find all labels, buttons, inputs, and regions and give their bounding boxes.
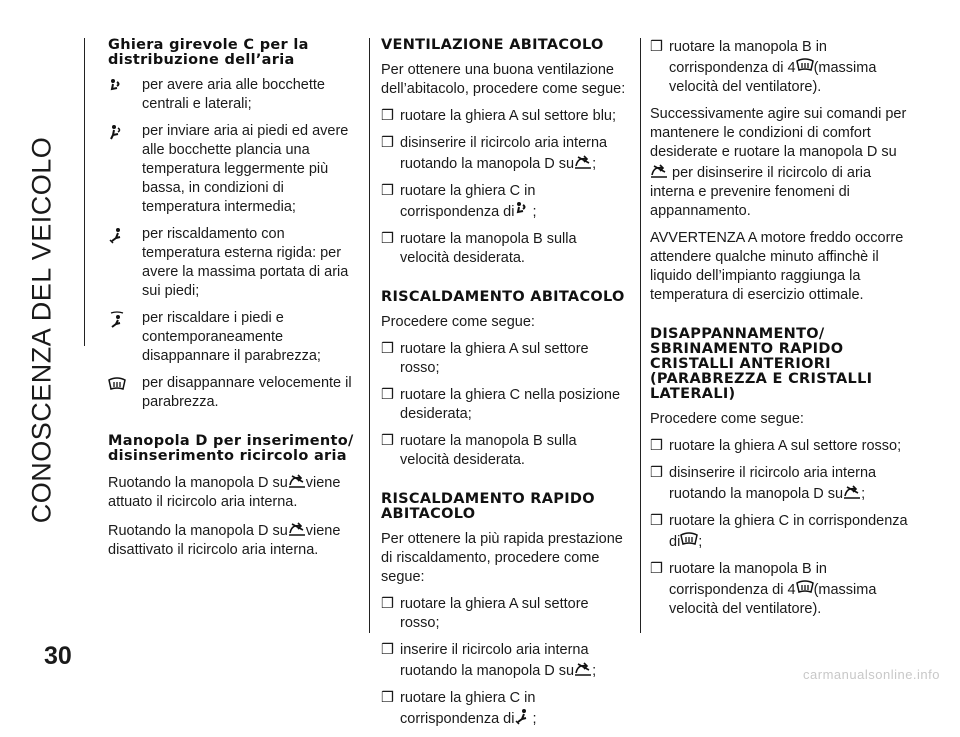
air-feet-icon [108, 225, 142, 301]
list-item: ❒ ruotare la manopola B sulla velocità desiderata. [381, 231, 577, 266]
list-item: per avere aria alle bocchette centrali e laterali; [108, 76, 354, 114]
column-2 [381, 38, 629, 737]
air-face-icon [514, 201, 532, 219]
list-item: ❒ ruotare la ghiera C in corrispondenza di ; [650, 513, 908, 550]
section-heading: Manopola D per inserimento/ disinserimento ricircolo aria [108, 433, 354, 464]
paragraph: Procedere come segue: [650, 411, 804, 427]
recirculation-off-icon [574, 153, 592, 171]
recirculation-off-icon [288, 520, 306, 538]
list-item: ❒ ruotare la ghiera C in corrispondenza di ; [381, 690, 537, 727]
column-divider [640, 38, 641, 633]
paragraph: Per ottenere una buona ventilazione dell’abitacolo, procedere come segue: [381, 62, 626, 97]
air-face-icon [108, 76, 142, 114]
list-item: ❒ ruotare la manopola B sulla velocità desiderata. [381, 433, 577, 468]
list-item: ❒ inserire il ricircolo aria interna ruotando la manopola D su ; [381, 642, 597, 679]
list-item: ❒ ruotare la ghiera A sul settore rosso; [381, 596, 589, 631]
section-heading: RISCALDAMENTO RAPIDO ABITACOLO [381, 491, 595, 522]
column-divider [369, 38, 370, 633]
fan-icon [796, 57, 814, 75]
list-item: per disappannare velocemente il parabrezza. [108, 374, 354, 412]
recirculation-off-icon [650, 162, 668, 180]
list-item: ❒ ruotare la ghiera C in corrispondenza di ; [381, 183, 537, 220]
defrost-icon [680, 531, 698, 549]
list-item: ❒ ruotare la ghiera A sul settore rosso; [650, 438, 902, 454]
list-item: ❒ disinserire il ricircolo aria interna ruotando la manopola D su ; [381, 135, 608, 172]
chapter-divider [84, 38, 85, 346]
list-item: ❒ ruotare la ghiera A sul settore rosso; [381, 341, 589, 376]
list-item: per riscaldamento con temperatura esterna rigida: per avere la massima portata di aria sui piedi; [108, 225, 354, 301]
list-item: ❒ ruotare la ghiera C nella posizione desiderata; [381, 387, 621, 422]
paragraph: Per ottenere la più rapida prestazione di riscaldamento, procedere come segue: [381, 531, 623, 585]
list-item: per inviare aria ai piedi ed avere alle bocchette plancia una temperatura leggermente più bassa, in condizioni di temperatura intermedia; [108, 122, 354, 217]
page-number: 30 [44, 642, 72, 670]
defrost-icon [108, 374, 142, 412]
paragraph: Ruotando la manopola D su viene disattivato il ricircolo aria interna. [108, 520, 354, 560]
list-item: ❒ ruotare la manopola B in corrispondenza di 4 (massima velocità del ventilatore). [650, 39, 877, 95]
section-heading: Ghiera girevole C per la distribuzione dell’aria [108, 37, 309, 68]
section-heading: VENTILAZIONE ABITACOLO [381, 37, 604, 53]
paragraph: Ruotando la manopola D su viene attuato il ricircolo aria interna. [108, 472, 354, 512]
column-1 [108, 38, 354, 568]
paragraph: Successivamente agire sui comandi per mantenere le condizioni di comfort desiderate e ruotare la manopola D su per disinserire il ricircolo di aria interna e prevenire fenomeni di appannamento. [650, 106, 907, 219]
warning-paragraph: AVVERTENZA A motore freddo occorre attendere qualche minuto affinchè il liquido dell’impianto raggiunga la temperatura di esercizio ottimale. [650, 230, 904, 303]
list-item: ❒ ruotare la ghiera A sul settore blu; [381, 108, 617, 124]
column-3 [650, 38, 908, 627]
list-item: per riscaldare i piedi e contemporaneamente disappannare il parabrezza; [108, 309, 354, 366]
list-item: ❒ disinserire il ricircolo aria interna ruotando la manopola D su ; [650, 465, 877, 502]
air-feet-windscreen-icon [108, 309, 142, 366]
recirculation-off-icon [843, 483, 861, 501]
list-item: ❒ ruotare la manopola B in corrispondenza di 4 (massima velocità del ventilatore). [650, 561, 877, 617]
fan-icon [796, 579, 814, 597]
air-face-feet-icon [108, 122, 142, 217]
recirculation-icon [574, 660, 592, 678]
section-heading: RISCALDAMENTO ABITACOLO [381, 289, 625, 305]
air-feet-icon [514, 708, 532, 726]
recirculation-icon [288, 472, 306, 490]
section-heading: DISAPPANNAMENTO/ SBRINAMENTO RAPIDO CRISTALLI ANTERIORI (PARABREZZA E CRISTALLI LATERALI) [650, 326, 873, 402]
watermark: carmanualsonline.info [803, 667, 940, 682]
paragraph: Procedere come segue: [381, 314, 535, 330]
